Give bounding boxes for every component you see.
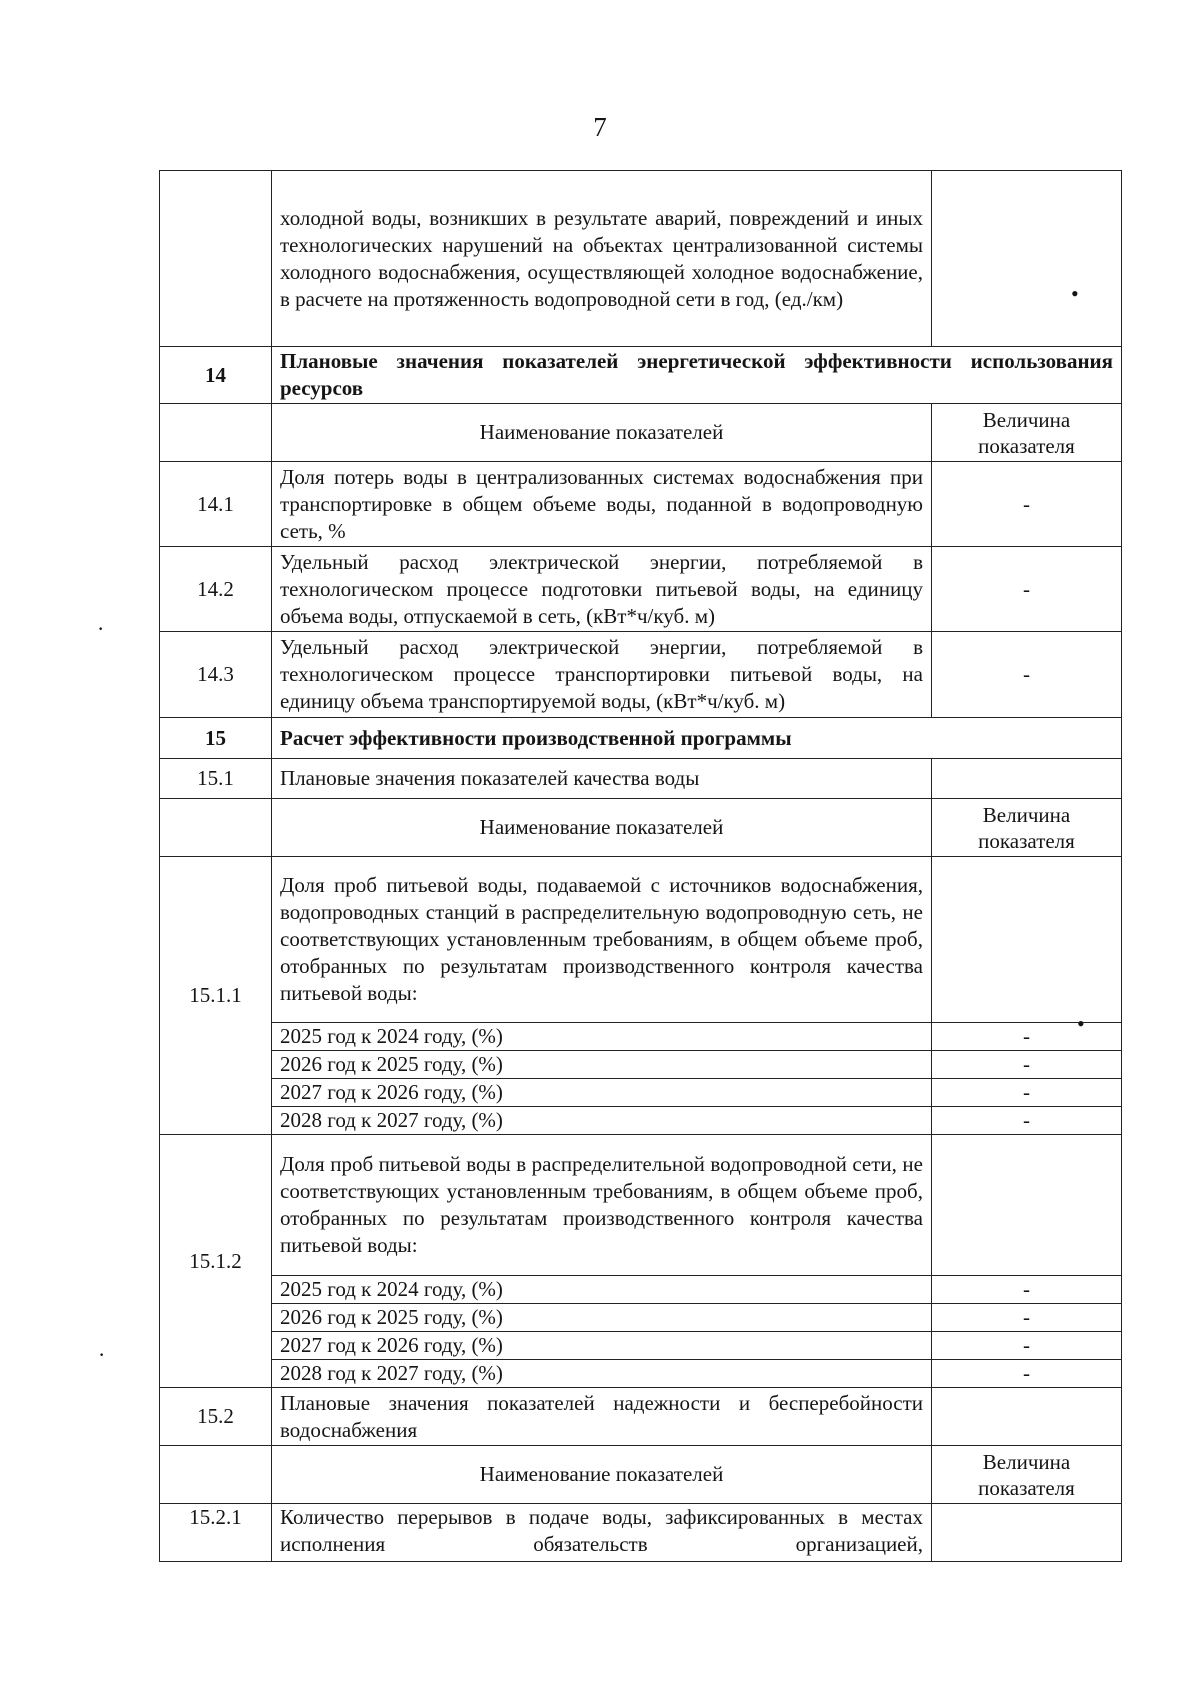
indicators-table bbox=[159, 170, 1122, 1562]
row-number-cell: 14.1 bbox=[160, 462, 272, 547]
row-number-cell: 15.2.1 bbox=[160, 1504, 272, 1562]
indicator-value bbox=[932, 1388, 1122, 1446]
empty-cell bbox=[160, 404, 272, 462]
section-title: Плановые значения показателей энергетической эффективности использования ресурсов bbox=[272, 347, 1122, 404]
row-number-cell: 15.1 bbox=[160, 759, 272, 799]
year-label: 2026 год к 2025 году, (%) bbox=[272, 1304, 932, 1332]
year-value: - bbox=[932, 1276, 1122, 1304]
year-value: - bbox=[932, 1304, 1122, 1332]
stray-mark: • bbox=[1071, 281, 1079, 306]
table-row bbox=[160, 171, 1122, 347]
row-number-cell: 15.1.2 bbox=[160, 1135, 272, 1388]
header-indicator-value: Величина показателя bbox=[932, 1446, 1122, 1504]
header-indicator-name: Наименование показателей bbox=[272, 404, 932, 462]
indicator-text: Удельный расход электрической энергии, потребляемой в технологическом процессе транспортировки питьевой воды, на единицу объема транспортируемой воды, (кВт*ч/куб. м) bbox=[272, 632, 932, 718]
indicator-text: Доля проб питьевой воды в распределительной водопроводной сети, не соответствующих установленным требованиям, в общем объеме проб, отобранных по результатам производственного контроля качества питьевой воды: bbox=[272, 1135, 932, 1276]
year-row bbox=[160, 1304, 1122, 1332]
indicator-text: Количество перерывов в подаче воды, зафиксированных в местах исполнения обязательств организацией, bbox=[272, 1504, 932, 1562]
table-row bbox=[160, 1388, 1122, 1446]
row-number-cell: 14.2 bbox=[160, 547, 272, 632]
year-value: - bbox=[932, 1051, 1122, 1079]
indicator-value bbox=[932, 759, 1122, 799]
table-row bbox=[160, 632, 1122, 718]
empty-cell bbox=[160, 799, 272, 857]
empty-cell bbox=[160, 1446, 272, 1504]
stray-mark: · bbox=[98, 1342, 106, 1367]
year-value: - bbox=[932, 1079, 1122, 1107]
header-row bbox=[160, 404, 1122, 462]
year-row bbox=[160, 1107, 1122, 1135]
year-label: 2026 год к 2025 году, (%) bbox=[272, 1051, 932, 1079]
indicator-value bbox=[932, 171, 1122, 347]
stray-mark: · bbox=[97, 616, 105, 641]
year-row bbox=[160, 1023, 1122, 1051]
year-label: 2028 год к 2027 году, (%) bbox=[272, 1107, 932, 1135]
header-row bbox=[160, 799, 1122, 857]
year-row bbox=[160, 1276, 1122, 1304]
year-label: 2025 год к 2024 году, (%) bbox=[272, 1276, 932, 1304]
section-row-15 bbox=[160, 718, 1122, 759]
section-title: Расчет эффективности производственной программы bbox=[272, 718, 1122, 759]
table-row bbox=[160, 1504, 1122, 1562]
row-number-cell bbox=[160, 171, 272, 347]
indicator-text: Плановые значения показателей качества воды bbox=[272, 759, 932, 799]
year-value: - bbox=[932, 1107, 1122, 1135]
section-number: 14 bbox=[160, 347, 272, 404]
table-row bbox=[160, 1135, 1122, 1276]
table-row bbox=[160, 462, 1122, 547]
year-row bbox=[160, 1332, 1122, 1360]
table-row bbox=[160, 547, 1122, 632]
year-row bbox=[160, 1360, 1122, 1388]
indicator-text: холодной воды, возникших в результате аварий, повреждений и иных технологических нарушений на объектах централизованной системы холодного водоснабжения, осуществляющей холодное водоснабжение, в расчете на протяженность водопроводной сети в год, (ед./км) bbox=[272, 171, 932, 347]
row-number-cell: 15.1.1 bbox=[160, 857, 272, 1135]
header-indicator-value: Величина показателя bbox=[932, 404, 1122, 462]
indicator-text: Удельный расход электрической энергии, потребляемой в технологическом процессе подготовки питьевой воды, на единицу объема воды, отпускаемой в сеть, (кВт*ч/куб. м) bbox=[272, 547, 932, 632]
year-label: 2027 год к 2026 году, (%) bbox=[272, 1079, 932, 1107]
row-number-cell: 15.2 bbox=[160, 1388, 272, 1446]
header-indicator-name: Наименование показателей bbox=[272, 1446, 932, 1504]
indicator-value bbox=[932, 857, 1122, 1023]
indicator-value: - bbox=[932, 632, 1122, 718]
year-label: 2027 год к 2026 году, (%) bbox=[272, 1332, 932, 1360]
year-value: - bbox=[932, 1360, 1122, 1388]
page-number: 7 bbox=[593, 112, 607, 142]
section-number: 15 bbox=[160, 718, 272, 759]
indicator-text: Доля проб питьевой воды, подаваемой с источников водоснабжения, водопроводных станций в распределительную водопроводную сеть, не соответствующих установленным требованиям, в общем объеме проб, отобранных по результатам производственного контроля качества питьевой воды: bbox=[272, 857, 932, 1023]
row-number-cell: 14.3 bbox=[160, 632, 272, 718]
header-indicator-name: Наименование показателей bbox=[272, 799, 932, 857]
header-row bbox=[160, 1446, 1122, 1504]
year-label: 2025 год к 2024 году, (%) bbox=[272, 1023, 932, 1051]
header-indicator-value: Величина показателя bbox=[932, 799, 1122, 857]
year-label: 2028 год к 2027 году, (%) bbox=[272, 1360, 932, 1388]
indicator-value: - bbox=[932, 462, 1122, 547]
year-value: - bbox=[932, 1332, 1122, 1360]
stray-mark: • bbox=[1077, 1011, 1085, 1036]
table-row bbox=[160, 759, 1122, 799]
indicator-value: - bbox=[932, 547, 1122, 632]
year-row bbox=[160, 1051, 1122, 1079]
indicator-text: Плановые значения показателей надежности и бесперебойности водоснабжения bbox=[272, 1388, 932, 1446]
indicator-value bbox=[932, 1504, 1122, 1562]
indicator-text: Доля потерь воды в централизованных системах водоснабжения при транспортировке в общем объеме воды, поданной в водопроводную сеть, % bbox=[272, 462, 932, 547]
indicator-value bbox=[932, 1135, 1122, 1276]
year-row bbox=[160, 1079, 1122, 1107]
table-row bbox=[160, 857, 1122, 1023]
year-value: - bbox=[932, 1023, 1122, 1051]
section-row-14 bbox=[160, 347, 1122, 404]
